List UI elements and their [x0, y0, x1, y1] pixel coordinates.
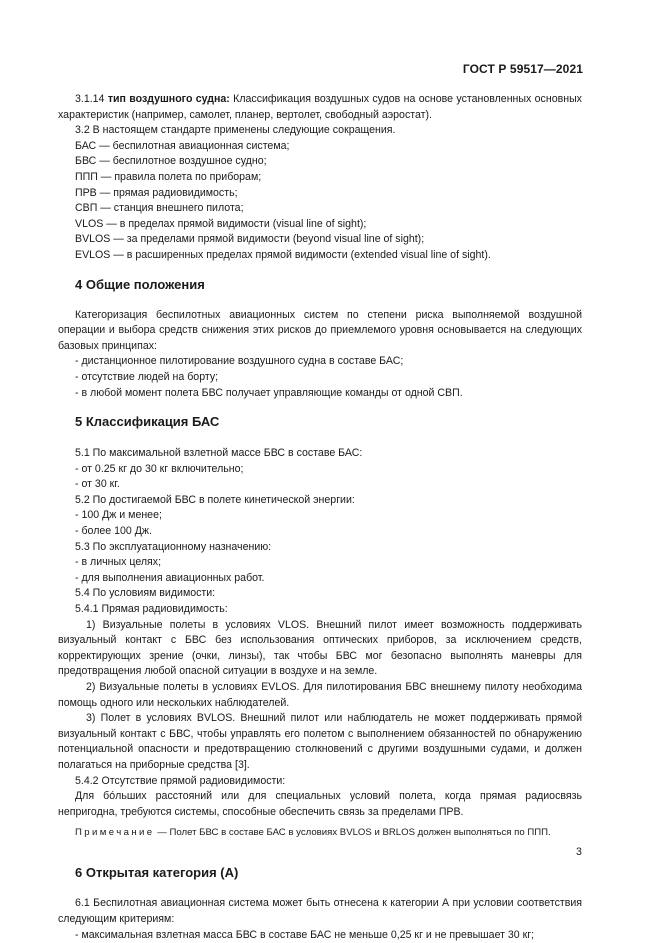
document-body — [58, 92, 582, 943]
section-5-line: 2) Визуальные полеты в условиях EVLOS. Для пилотирования БВС внешнему пилоту необходима помощь одного или нескольких наблюдателей. — [58, 681, 582, 709]
section-5-line: 3) Полет в условиях BVLOS. Внешний пилот или наблюдатель не может поддерживать прямой визуальный контакт с БВС, чтобы управлять его полетом с выполнением обязанностей по обнаружению потенциальной опасности и предотвращению столкновений с другими воздушными судами, и должен полагаться на приборные средства [3]. — [58, 712, 582, 771]
abbreviation-item: БАС — беспилотная авиационная система; — [75, 139, 290, 152]
section-5-heading: 5 Классификация БАС — [75, 414, 220, 430]
note-text: — Полет БВС в составе БАС в условиях BVLOS и BRLOS должен выполняться по ППП. — [154, 827, 551, 839]
section-5-line: 5.4.1 Прямая радиовидимость: — [75, 603, 228, 616]
abbreviation-item: BVLOS — за пределами прямой видимости (beyond visual line of sight); — [75, 233, 425, 246]
section-5-line: 5.3 По эксплуатационному назначению: — [75, 540, 272, 553]
clause-3-1-14 — [58, 92, 582, 123]
section-5-line: - в личных целях; — [75, 556, 162, 569]
clause-6-1: 6.1 Беспилотная авиационная система может быть отнесена к категории А при условии соответствия следующим критериям: — [58, 897, 582, 925]
section-4-intro: Категоризация беспилотных авиационных систем по степени риска выполняемой воздушной операции и выбора средств снижения этих рисков до приемлемого уровня основывается на следующих базовых принципах: — [58, 308, 582, 352]
section-5-line: - более 100 Дж. — [75, 525, 152, 538]
abbreviation-item: VLOS — в пределах прямой видимости (visual line of sight); — [75, 217, 367, 230]
section-5-line: - от 30 кг. — [75, 478, 120, 491]
section-5-line: Для бóльших расстояний или для специальных условий полета, когда прямая радиосвязь непригодна, требуются системы, способные обеспечить связь за пределами ПРВ. — [58, 790, 582, 818]
section-4-heading: 4 Общие положения — [75, 276, 205, 292]
clause-number: 3.1.14 — [75, 93, 105, 105]
principle-item: - отсутствие людей на борту; — [75, 370, 219, 383]
document-header-id: ГОСТ Р 59517—2021 — [462, 62, 583, 76]
section-5-line: 1) Визуальные полеты в условиях VLOS. Внешний пилот имеет возможность поддерживать визуальный контакт с БВС без использования оптических приборов, за исключением средств, корректирующих зрение (очки, линзы), так чтобы БВС мог безопасно выполнять маневры для предотвращения любой опасной ситуации в воздухе и на земле. — [58, 618, 582, 678]
section-5-line: - от 0.25 кг до 30 кг включительно; — [75, 462, 244, 475]
note-label: Примечание — [75, 827, 155, 839]
clause-3-2: 3.2 В настоящем стандарте применены следующие сокращения. — [75, 124, 396, 137]
principle-item: - в любой момент полета БВС получает управляющие команды от одной СВП. — [75, 386, 463, 399]
abbreviation-list — [58, 139, 582, 264]
abbreviation-item: СВП — станция внешнего пилота; — [75, 202, 244, 215]
section-5-line: - для выполнения авиационных работ. — [75, 571, 265, 584]
section-5-line: 5.4.2 Отсутствие прямой радиовидимости: — [75, 774, 286, 787]
criterion-item: - максимальная взлетная масса БВС в составе БАС не меньше 0,25 кг и не превышает 30 кг; — [75, 928, 535, 941]
note — [58, 826, 582, 840]
section-5-line: 5.2 По достигаемой БВС в полете кинетической энергии: — [75, 493, 355, 506]
abbreviation-item: ПРВ — прямая радиовидимость; — [75, 186, 238, 199]
principle-item: - дистанционное пилотирование воздушного судна в составе БАС; — [75, 355, 404, 368]
section-5-line: 5.1 По максимальной взлетной массе БВС в составе БАС: — [75, 447, 363, 460]
definition-text: Классификация воздушных судов на основе установленных основных характеристик (например, самолет, планер, вертолет, свободный аэростат). — [58, 93, 582, 121]
abbreviation-item: EVLOS — в расширенных пределах прямой видимости (extended visual line of sight). — [75, 248, 491, 261]
section-5-line: - 100 Дж и менее; — [75, 509, 162, 522]
term: тип воздушного судна: — [107, 93, 230, 105]
page-number: 3 — [576, 846, 582, 858]
abbreviation-item: БВС — беспилотное воздушное судно; — [75, 155, 267, 168]
section-5-line: 5.4 По условиям видимости: — [75, 587, 216, 600]
section-6-heading: 6 Открытая категория (A) — [75, 865, 239, 881]
section-5-body — [58, 446, 582, 820]
abbreviation-item: ППП — правила полета по приборам; — [75, 170, 262, 183]
